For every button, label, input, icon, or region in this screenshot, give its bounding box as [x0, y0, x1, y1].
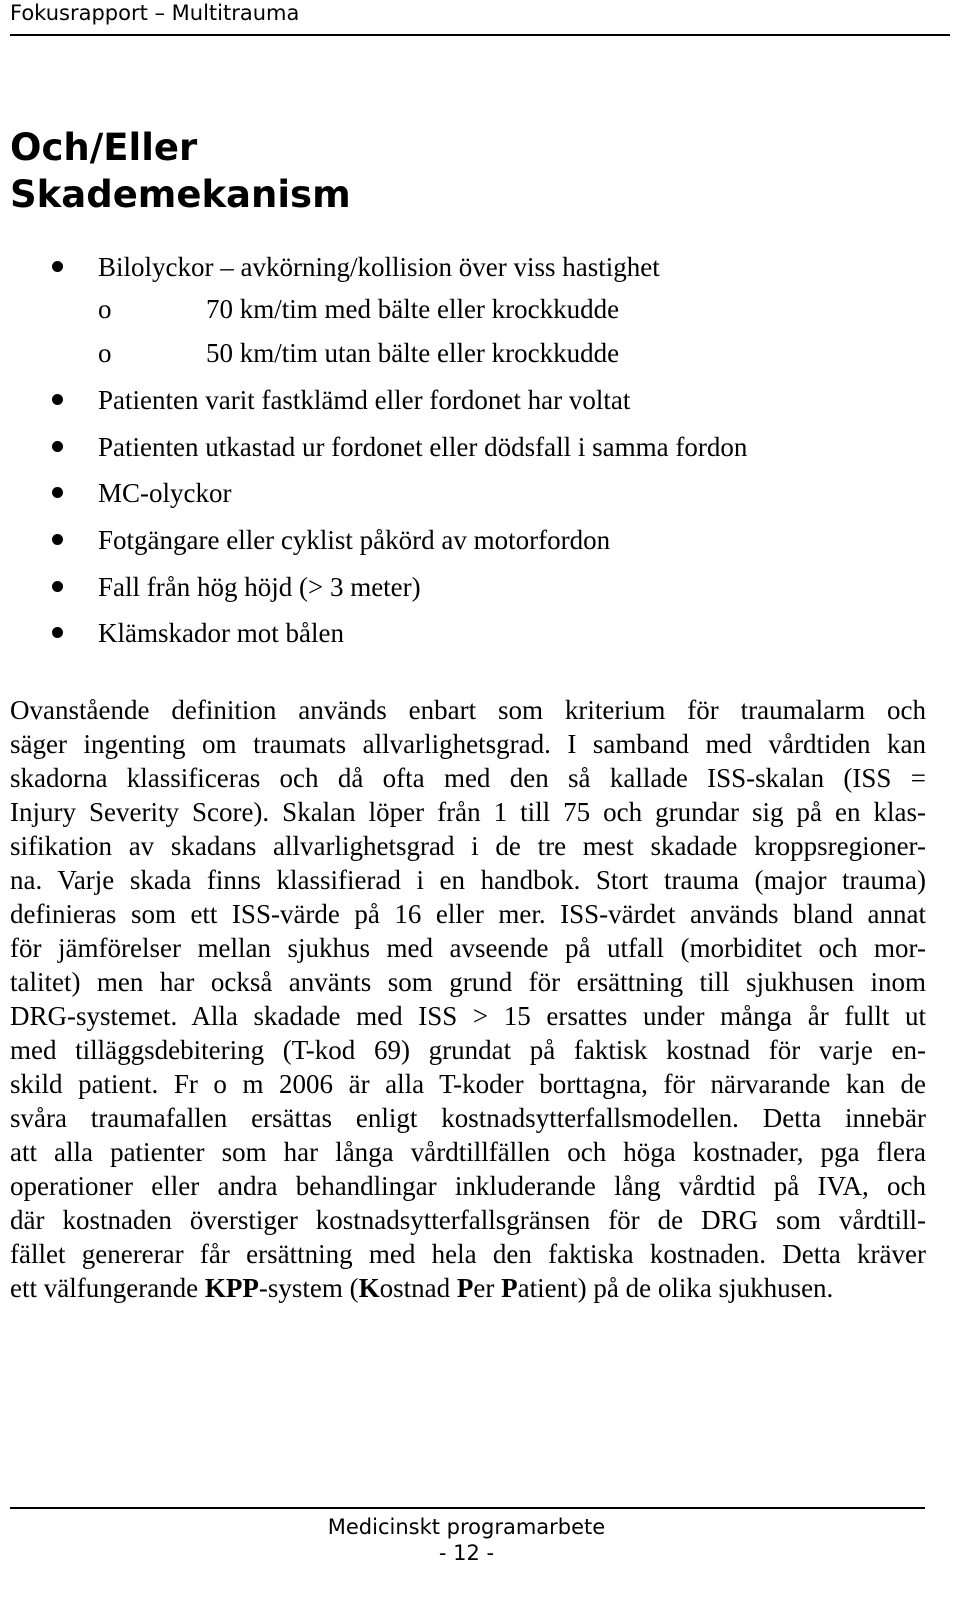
text-run: er: [473, 1273, 502, 1303]
list-item-text: Fall från hög höjd (> 3 meter): [98, 572, 421, 602]
bold-initial: K: [358, 1273, 380, 1303]
paragraph-line: svåra traumafallen ersättas enligt kostnadsytterfallsmodellen. Detta innebär: [10, 1103, 926, 1133]
list-item-text: Patienten utkastad ur fordonet eller dödsfall i samma fordon: [98, 432, 748, 462]
paragraph-line: fället genererar får ersättning med hela den faktiska kostnaden. Detta kräver: [10, 1239, 926, 1269]
paragraph-line: DRG-systemet. Alla skadade med ISS > 15 ersattes under många år fullt ut: [10, 1001, 926, 1031]
paragraph-line: med tilläggsdebitering (T-kod 69) grundat på faktisk kostnad för varje en-: [10, 1035, 926, 1065]
list-item-text: Bilolyckor – avkörning/kollision över viss hastighet: [98, 252, 660, 282]
list-item-text: MC-olyckor: [98, 478, 232, 508]
paragraph-line: Injury Severity Score). Skalan löper från 1 till 75 och grundar sig på en klas-: [10, 797, 926, 827]
paragraph-line: sifikation av skadans allvarlighetsgrad i de tre mest skadade kroppsregioner-: [10, 831, 926, 861]
kpp-abbreviation: KPP: [204, 1273, 259, 1303]
header-title: Fokusrapport – Multitrauma: [10, 1, 300, 25]
paragraph-line: skild patient. Fr o m 2006 är alla T-koder borttagna, för närvarande kan de: [10, 1069, 926, 1099]
paragraph-line-last: [10, 1271, 926, 1305]
sub-bullet-icon: o: [98, 338, 112, 368]
bold-initial: P: [501, 1273, 518, 1303]
heading-line-1: Och/Eller: [10, 126, 198, 169]
paragraph-line: definieras som ett ISS-värde på 16 eller mer. ISS-värdet används bland annat: [10, 899, 926, 929]
sub-bullet-icon: o: [98, 294, 112, 324]
text-run: ostnad: [379, 1273, 457, 1303]
list-item-text: Fotgängare eller cyklist påkörd av motorfordon: [98, 525, 611, 555]
text-run: -system (: [258, 1273, 359, 1303]
list-item-text: Klämskador mot bålen: [98, 618, 344, 648]
paragraph-line: säger ingenting om traumats allvarlighetsgrad. I samband med vårdtiden kan: [10, 729, 926, 759]
page-header: [10, 0, 950, 36]
bullet-icon: [52, 261, 63, 272]
paragraph-line: att alla patienter som har långa vårdtillfällen och höga kostnader, pga flera: [10, 1137, 926, 1167]
bullet-icon: [52, 627, 63, 638]
text-run: ett välfungerande: [10, 1273, 205, 1303]
paragraph-line: na. Varje skada finns klassifierad i en handbok. Stort trauma (major trauma): [10, 865, 926, 895]
bullet-icon: [52, 487, 63, 498]
list-item-text: Patienten varit fastklämd eller fordonet har voltat: [98, 385, 631, 415]
paragraph-line: talitet) men har också använts som grund för ersättning till sjukhusen inom: [10, 967, 926, 997]
paragraph-line: för jämförelser mellan sjukhus med avseende på utfall (morbiditet och mor-: [10, 933, 926, 963]
bullet-icon: [52, 394, 63, 405]
bullet-icon: [52, 581, 63, 592]
text-run: atient) på de olika sjukhusen.: [517, 1273, 834, 1303]
paragraph-line: där kostnaden överstiger kostnadsytterfallsgränsen för de DRG som vårdtill-: [10, 1205, 926, 1235]
footer-divider: [10, 1507, 925, 1509]
paragraph-line: skadorna klassificeras och då ofta med den så kallade ISS-skalan (ISS =: [10, 763, 926, 793]
heading-line-2: Skademekanism: [10, 173, 351, 216]
sub-list-item-text: 70 km/tim med bälte eller krockkudde: [206, 294, 620, 324]
section-heading: [10, 124, 351, 218]
page-number: - 12 -: [438, 1541, 495, 1565]
sub-list-item-text: 50 km/tim utan bälte eller krockkudde: [206, 338, 620, 368]
paragraph-line: Ovanstående definition används enbart som kriterium för traumalarm och: [10, 695, 926, 725]
bullet-icon: [52, 534, 63, 545]
bullet-icon: [52, 441, 63, 452]
paragraph-line: operationer eller andra behandlingar inkluderande lång vårdtid på IVA, och: [10, 1171, 926, 1201]
bold-initial: P: [456, 1273, 474, 1303]
footer-organization: Medicinskt programarbete: [327, 1515, 606, 1539]
body-paragraph: [10, 693, 926, 1305]
